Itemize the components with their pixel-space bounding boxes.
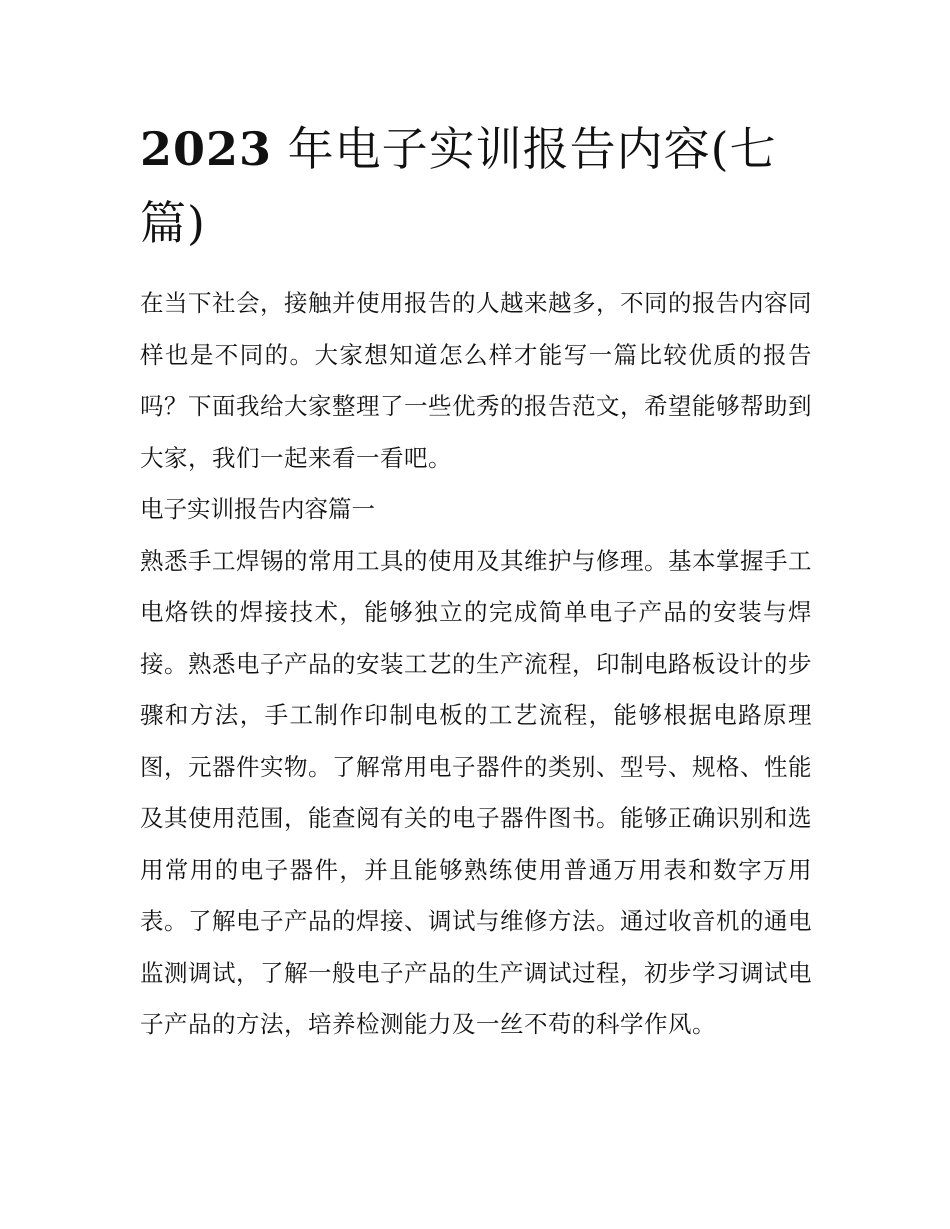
- section-heading: 电子实训报告内容篇一: [140, 495, 375, 523]
- document-content: [140, 112, 812, 1051]
- title-year: 2023: [140, 122, 273, 176]
- intro-paragraph: 在当下社会，接触并使用报告的人越来越多，不同的报告内容同样也是不同的。大家想知道怎么样才能写一篇比较优质的报告吗？下面我给大家整理了一些优秀的报告范文，希望能够帮助到大家，我们一起来看一看吧。: [140, 289, 812, 472]
- section-body-paragraph: 熟悉手工焊锡的常用工具的使用及其维护与修理。基本掌握手工电烙铁的焊接技术，能够独立的完成简单电子产品的安装与焊接。熟悉电子产品的安装工艺的生产流程，印制电路板设计的步骤和方法，手工制作印制电板的工艺流程，能够根据电路原理图，元器件实物。了解常用电子器件的类别、型号、规格、性能及其使用范围，能查阅有关的电子器件图书。能够正确识别和选用常用的电子器件，并且能够熟练使用普通万用表和数字万用表。了解电子产品的焊接、调试与维修方法。通过收音机的通电监测调试，了解一般电子产品的生产调试过程，初步学习调试电子产品的方法，培养检测能力及一丝不苟的科学作风。: [140, 546, 812, 1038]
- title-text: 年电子实训报告内容(七篇): [140, 122, 777, 250]
- document-title: [140, 112, 780, 260]
